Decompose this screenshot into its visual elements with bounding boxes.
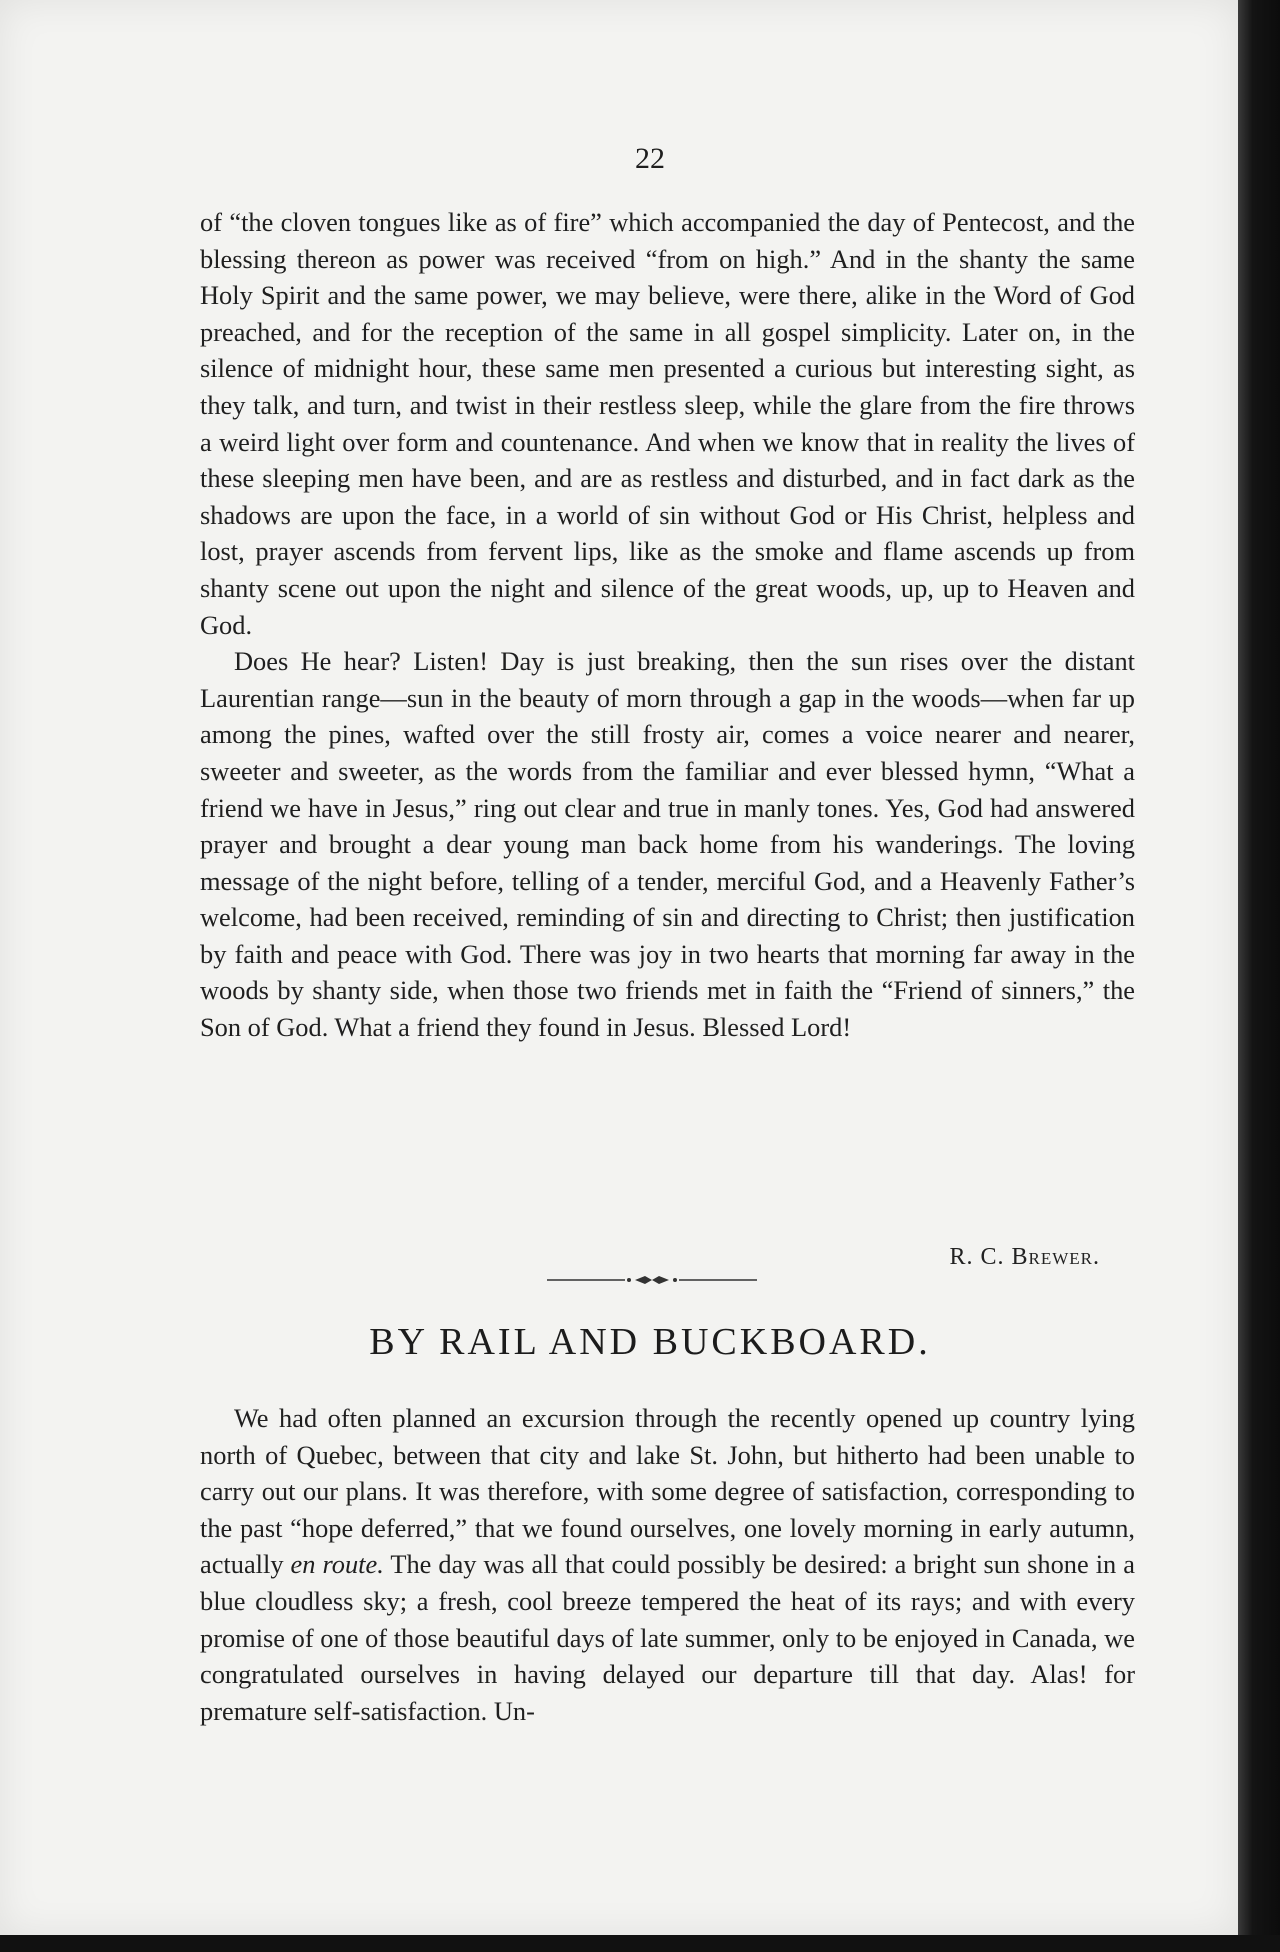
scan-bottom-edge xyxy=(0,1935,1280,1952)
paragraph-text-end: The day was all that could possibly be desired: a bright sun shone in a blue cloudless sky; a fresh, cool breeze tempered the heat of its rays; and with every promise of one of those beautiful days of late summer, only to be enjoyed in Canada, we congratulated ourselves in having delayed our departure till that day. Alas! for premature self-satisfaction. Un- xyxy=(200,1549,1135,1726)
paragraph-continued: of “the cloven tongues like as of fire” which accompanied the day of Pentecost, and the blessing thereon as power was received “from on high.” And in the shanty the same Holy Spirit and the same power, we may believe, were there, alike in the Word of God preached, and for the reception of the same in all gospel simplicity. Later on, in the silence of midnight hour, these same men presented a curious but interesting sight, as they talk, and turn, and twist in their restless sleep, while the glare from the fire throws a weird light over form and countenance. And when we know that in reality the lives of these sleeping men have been, and are as restless and disturbed, and in fact dark as the shadows are upon the face, in a world of sin without God or His Christ, helpless and lost, prayer ascends from fervent lips, like as the smoke and flame ascends up from shanty scene out upon the night and silence of the great woods, up, up to Heaven and God. xyxy=(200,207,1135,640)
page-number: 22 xyxy=(635,142,665,175)
book-spine-shadow xyxy=(1238,0,1280,1952)
author-signature: R. C. Brewer. xyxy=(949,1244,1100,1270)
paragraph-does-he-hear: Does He hear? Listen! Day is just breaking, then the sun rises over the distant Laurentian range—sun in the beauty of morn through a gap in the woods—when far up among the pines, wafted over the still frosty air, comes a voice nearer and nearer, sweeter and sweeter, as the words from the familiar and ever blessed hymn, “What a friend we have in Jesus,” ring out clear and true in manly tones. Yes, God had answered prayer and brought a dear young man back home from his wanderings. The loving message of the night before, telling of a tender, merciful God, and a Heavenly Father’s welcome, had been received, reminding of sin and directing to Christ; then justification by faith and peace with God. There was joy in two hearts that morning far away in the woods by shanty side, when those two friends met in faith the “Friend of sinners,” the Son of God. What a friend they found in Jesus. Blessed Lord! xyxy=(200,646,1135,1043)
paragraph-by-rail xyxy=(200,1400,1135,1729)
section-divider-ornament xyxy=(547,1270,757,1290)
italic-en-route: en route. xyxy=(290,1549,384,1580)
first-section-body xyxy=(200,204,1135,1046)
section-title: BY RAIL AND BUCKBOARD. xyxy=(369,1321,931,1363)
paragraph-text-start: We had often planned an excursion through the recently opened up country lying north of Quebec, between that city and lake St. John, but hitherto had been unable to carry out our plans. It was therefore, with some degree of satisfaction, corresponding to the past “hope deferred,” that we found ourselves, one lovely morning in early autumn, actually xyxy=(200,1403,1135,1580)
second-section-body xyxy=(200,1400,1135,1729)
